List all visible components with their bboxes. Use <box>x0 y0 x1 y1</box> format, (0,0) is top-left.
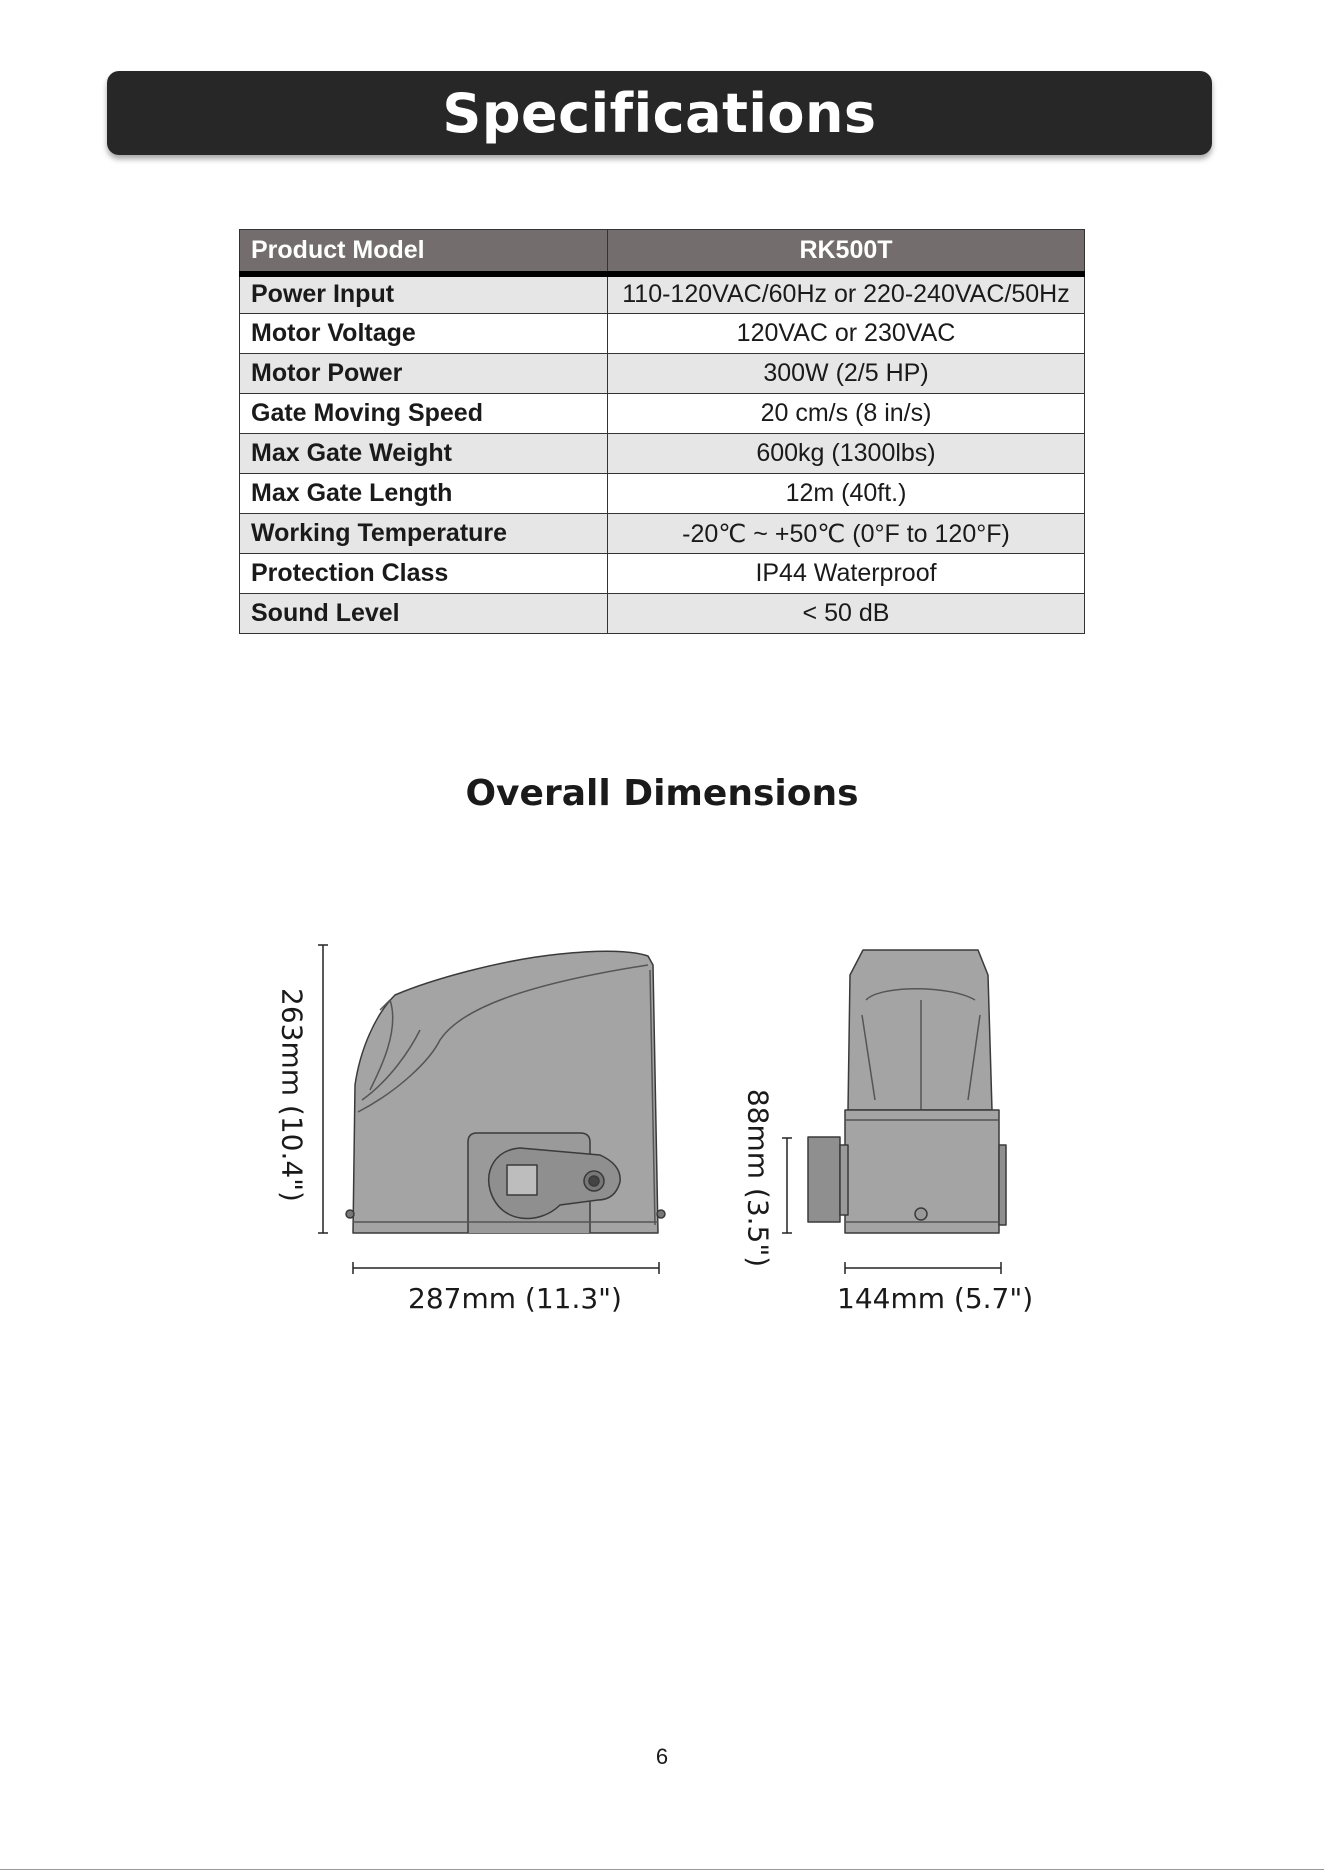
row-value: 300W (2/5 HP) <box>608 354 1085 394</box>
row-label: Max Gate Length <box>240 474 608 514</box>
row-label: Power Input <box>240 274 608 314</box>
row-value: IP44 Waterproof <box>608 554 1085 594</box>
row-label: Gate Moving Speed <box>240 394 608 434</box>
dimensions-title: Overall Dimensions <box>465 773 859 814</box>
side-width-label: 287mm (11.3") <box>408 1282 622 1315</box>
row-value: 110-120VAC/60Hz or 220-240VAC/50Hz <box>608 274 1085 314</box>
row-value: 120VAC or 230VAC <box>608 314 1085 354</box>
row-value: -20℃ ~ +50℃ (0°F to 120°F) <box>608 514 1085 554</box>
front-view-illustration <box>808 950 1006 1233</box>
row-value: 20 cm/s (8 in/s) <box>608 394 1085 434</box>
header-value: RK500T <box>608 230 1085 274</box>
row-label: Max Gate Weight <box>240 434 608 474</box>
header-label: Product Model <box>240 230 608 274</box>
front-width-label: 144mm (5.7") <box>837 1282 1034 1315</box>
row-value: 12m (40ft.) <box>608 474 1085 514</box>
page-title: Specifications <box>442 81 877 145</box>
row-label: Working Temperature <box>240 514 608 554</box>
side-height-label: 263mm (10.4") <box>275 988 309 1202</box>
row-label: Motor Power <box>240 354 608 394</box>
side-view-illustration <box>346 951 665 1233</box>
row-value: 600kg (1300lbs) <box>608 434 1085 474</box>
page-number: 6 <box>655 1744 669 1769</box>
bottom-divider <box>0 1869 1324 1870</box>
row-label: Motor Voltage <box>240 314 608 354</box>
row-value: < 50 dB <box>608 594 1085 634</box>
front-height-label: 88mm (3.5") <box>741 1088 775 1268</box>
row-label: Sound Level <box>240 594 608 634</box>
row-label: Protection Class <box>240 554 608 594</box>
